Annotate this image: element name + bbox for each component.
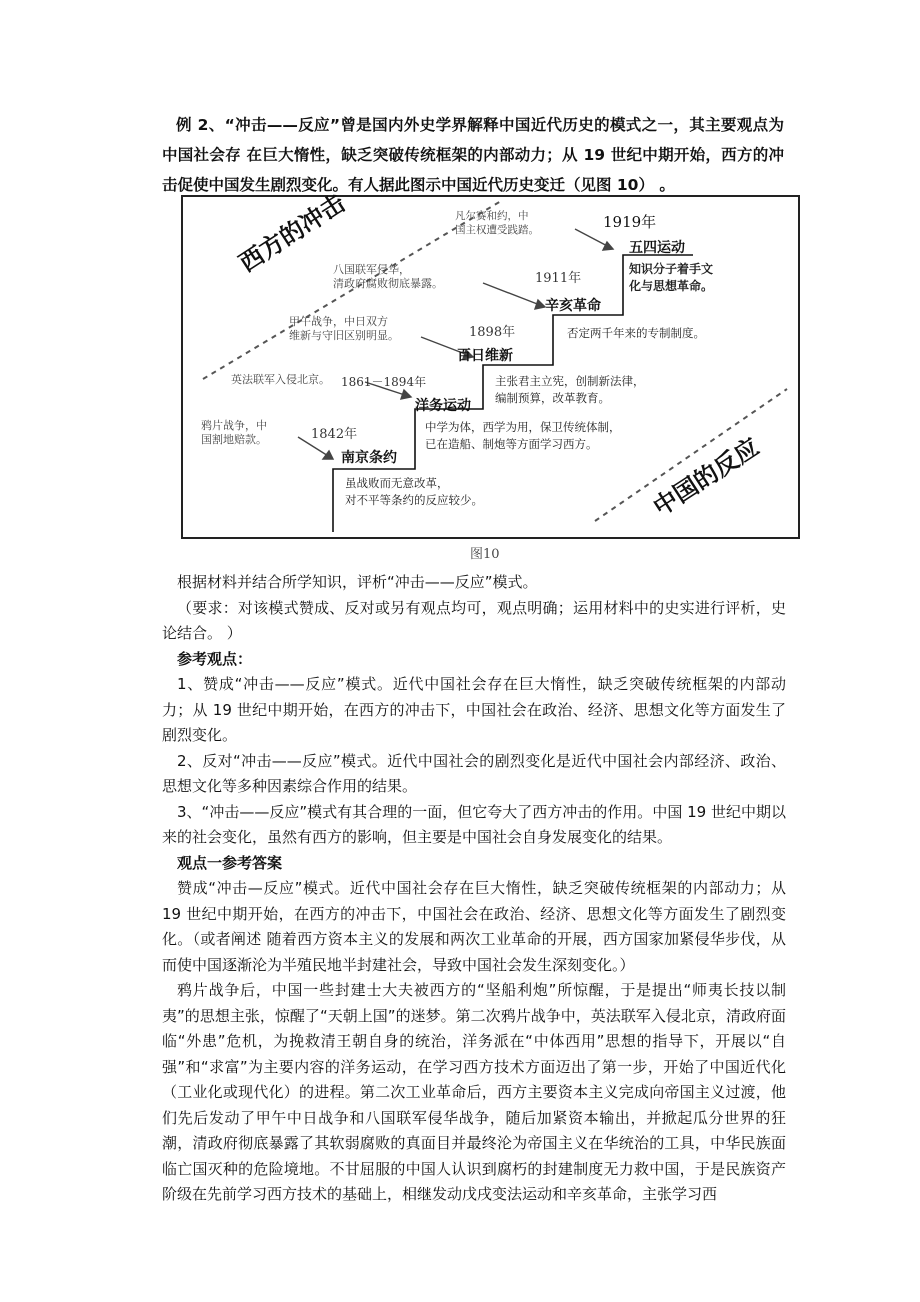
- response-1898: 主张君主立宪，创制新法律， 编制预算，改革教育。: [495, 374, 645, 405]
- response-1861: 中学为体，西学为用，保卫传统体制， 已在造船、制炮等方面学习西方。: [425, 420, 621, 451]
- arrow-1911: [483, 283, 545, 307]
- response-1919: 知识分子着手文 化与思想革命。: [629, 262, 714, 293]
- cause-1861: 英法联军入侵北京。: [231, 373, 330, 386]
- arrowhead-1911: [535, 300, 545, 309]
- year-1861-1894: 1861－1894年: [341, 375, 427, 389]
- event-hundred-days-reform: 百日维新: [457, 348, 513, 364]
- china-response-label: 中国的反应: [648, 432, 765, 522]
- arrowhead-1919: [603, 242, 613, 250]
- year-1919: 1919年: [603, 213, 657, 231]
- answer-body: [162, 570, 786, 1208]
- year-1842: 1842年: [311, 427, 358, 442]
- cause-1842: 鸦片战争，中 国割地赔款。: [201, 419, 267, 446]
- body-heading: 参考观点：: [177, 649, 253, 668]
- event-westernization: 洋务运动: [415, 398, 471, 414]
- cause-1898: 甲午战争，中日双方 维新与守旧区别明显。: [289, 315, 399, 342]
- arrowhead-1842: [323, 451, 333, 459]
- response-1911: 否定两千年来的专制制度。: [567, 326, 705, 340]
- body-para: 3、“冲击——反应”模式有其合理的一面，但它夸大了西方冲击的作用。中国 19 世纪中期以来的社会变化，虽然有西方的影响，但主要是中国社会自身发展变化的结果。: [162, 802, 786, 846]
- event-may-fourth: 五四运动: [629, 240, 685, 256]
- intro-paragraph: 例 2、“冲击——反应”曾是国内外史学界解释中国近代历史的模式之一，其主要观点为中国社会存 在巨大惰性，缺乏突破传统框架的内部动力；从 19 世纪中期开始，西方的冲击促使中国发生剧烈变化。有人据此图示中国近代历史变迁（见图 10） 。: [162, 116, 784, 194]
- body-para: 鸦片战争后，中国一些封建士大夫被西方的“坚船利炮”所惊醒，于是提出“师夷长技以制夷”的思想主张，惊醒了“天朝上国”的迷梦。第二次鸦片战争中，英法联军入侵北京，清政府面临“外患”危机，为挽救清王朝自身的统治，洋务派在“中体西用”思想的指导下，开展以“自强”和“求富”为主要内容的洋务运动，在学习西方技术方面迈出了第一步，开始了中国近代化（工业化或现代化）的进程。第二次工业革命后，西方主要资本主义完成向帝国主义过渡，他们先后发动了甲午中日战争和八国联军侵华战争，随后加紧资本输出，并掀起瓜分世界的狂潮，清政府彻底暴露了其软弱腐败的真面目并最终沦为帝国主义在华统治的工具，中华民族面临亡国灭种的危险境地。不甘屈服的中国人认识到腐朽的封建制度无力救中国，于是民族资产阶级在先前学习西方技术的基础上，相继发动戊戌变法运动和辛亥革命，主张学习西: [162, 981, 786, 1203]
- body-heading: 观点一参考答案: [177, 853, 283, 872]
- cause-1919: 凡尔赛和约，中 国主权遭受践踏。: [455, 210, 539, 236]
- body-para: 1、赞成“冲击——反应”模式。近代中国社会存在巨大惰性，缺乏突破传统框架的内部动力；从 19 世纪中期开始，在西方的冲击下，中国社会在政治、经济、思想文化等方面发生了剧烈变化。: [162, 675, 786, 744]
- response-1842: 虽战败而无意改革， 对不平等条约的反应较少。: [345, 476, 483, 507]
- body-para: 2、反对“冲击——反应”模式。近代中国社会的剧烈变化是近代中国社会内部经济、政治、思想文化等多种因素综合作用的结果。: [162, 751, 786, 795]
- example-intro: [162, 110, 784, 200]
- event-nanjing-treaty: 南京条约: [341, 450, 397, 466]
- body-para: 根据材料并结合所学知识，评析“冲击——反应”模式。: [177, 573, 538, 591]
- event-xinhai-revolution: 辛亥革命: [545, 298, 601, 314]
- body-para: 赞成“冲击—反应”模式。近代中国社会存在巨大惰性，缺乏突破传统框架的内部动力；从 19 世纪中期开始，在西方的冲击下，中国社会在政治、经济、思想文化等方面发生了剧烈变化。（或者阐述 随着西方资本主义的发展和两次工业革命的开展，西方国家加紧侵华步伐，从而使中国逐渐沦为半殖民地半封建社会，导致中国社会发生深刻变化。）: [162, 879, 786, 974]
- year-1898: 1898年: [469, 325, 516, 340]
- west-impact-label: 西方的冲击: [234, 188, 351, 278]
- arrowhead-1861: [401, 390, 411, 399]
- body-para: （要求：对该模式赞成、反对或另有观点均可，观点明确；运用材料中的史实进行评析，史论结合。 ）: [162, 598, 786, 642]
- figure-caption: 图10: [470, 547, 500, 562]
- figure-10-diagram: [181, 188, 800, 539]
- cause-1911: 八国联军侵华， 清政府腐败彻底暴露。: [333, 263, 443, 290]
- year-1911: 1911年: [535, 271, 582, 286]
